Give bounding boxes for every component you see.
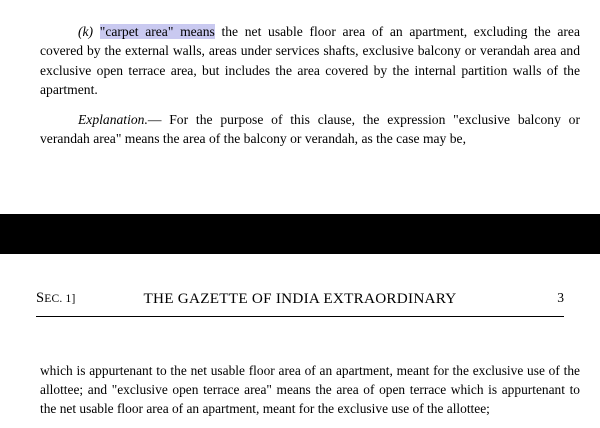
bottom-page-fragment [0,254,600,428]
clause-k-label: (k) [78,23,94,39]
page-number: 3 [557,290,564,305]
running-head [36,290,564,314]
running-head-left-first-letter: S [36,290,45,306]
explanation-paragraph [40,110,580,149]
continuation-paragraph: which is appurtenant to the net usable floor area of an apartment, meant for the exclusive use of the allottee; and "exclusive open terrace area" means the area of open terrace which is appurtenant to the net usable floor area of an apartment, meant for the exclusive use of the allottee; [40,363,580,417]
horizontal-rule [36,316,564,317]
highlighted-phrase[interactable]: "carpet area" means [99,23,215,39]
clause-k-paragraph [40,22,580,100]
page-break-separator [0,214,600,254]
clause-k-body: the net usable floor area of an apartment, excluding the area covered by the external walls, areas under services shafts, exclusive balcony or verandah area and exclusive open terrace area, but includes the area covered by the internal partition walls of the apartment. [40,23,580,98]
explanation-label: Explanation. [78,111,148,127]
explanation-body: For the purpose of this clause, the expression "exclusive balcony or verandah area" means the area of the balcony or verandah, as the case may be, [40,111,580,147]
running-head-left-rest: EC. 1] [44,293,76,305]
explanation-dash: — [147,111,170,127]
running-head-title: THE GAZETTE OF INDIA EXTRAORDINARY [143,290,457,307]
